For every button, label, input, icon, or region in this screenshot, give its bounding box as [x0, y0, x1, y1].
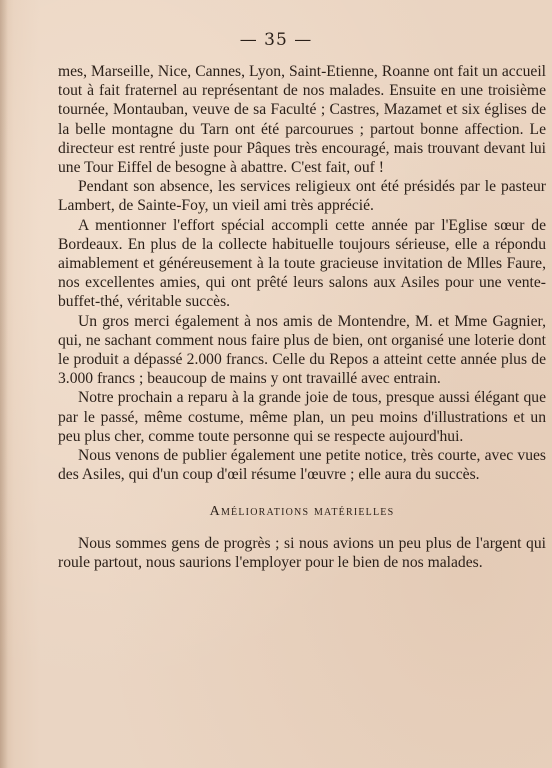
page-body	[58, 62, 546, 572]
paragraph-2: Pendant son absence, les services religieux ont été présidés par le pasteur Lambert, de Sainte-Foy, un vieil ami très apprécié.	[58, 178, 546, 215]
paragraph-5: Notre prochain a reparu à la grande joie de tous, presque aussi élégant que par le passé, même costume, même plan, un peu moins d'illustrations et un peu plus cher, comme toute personne qui se respecte aujourd'hui.	[58, 389, 546, 445]
paragraph-1: mes, Marseille, Nice, Cannes, Lyon, Saint-Etienne, Roanne ont fait un accueil tout à fait fraternel au représentant de nos malades. Ensuite en une troisième tournée, Montauban, veuve de sa Faculté ; Castres, Mazamet et six églises de la belle montagne du Tarn ont été parcourues ; partout bonne affection. Le directeur est rentré juste pour Pâques très encouragé, mais trouvant devant lui une Tour Eiffel de besogne à abattre. C'est fait, ouf !	[58, 63, 546, 177]
paragraph-3: A mentionner l'effort spécial accompli cette année par l'Eglise sœur de Bordeaux. En plus de la collecte habituelle toujours sérieuse, elle a répondu aimablement et généreusement à la toute gracieuse invitation de Mlles Faure, nos excellentes amies, qui ont prêté leurs salons aux Asiles pour une vente-buffet-thé, véritable succès.	[58, 216, 546, 311]
section-heading: Améliorations matérielles	[209, 504, 395, 520]
paragraph-6: Nous venons de publier également une petite notice, très courte, avec vues des Asiles, qui d'un coup d'œil résume l'œuvre ; elle aura du succès.	[58, 447, 546, 484]
paragraph-4: Un gros merci également à nos amis de Montendre, M. et Mme Gagnier, qui, ne sachant comment nous faire plus de bien, ont organisé une loterie dont le produit a dépassé 2.000 francs. Celle du Repos a atteint cette année plus de 3.000 francs ; beaucoup de mains y ont travaillé avec entrain.	[58, 312, 546, 388]
paragraph-final: Nous sommes gens de progrès ; si nous avions un peu plus de l'argent qui roule partout, nous saurions l'employer pour le bien de nos malades.	[58, 534, 546, 571]
page-gutter-shadow	[0, 0, 8, 768]
page-number: — 35 —	[239, 30, 313, 50]
